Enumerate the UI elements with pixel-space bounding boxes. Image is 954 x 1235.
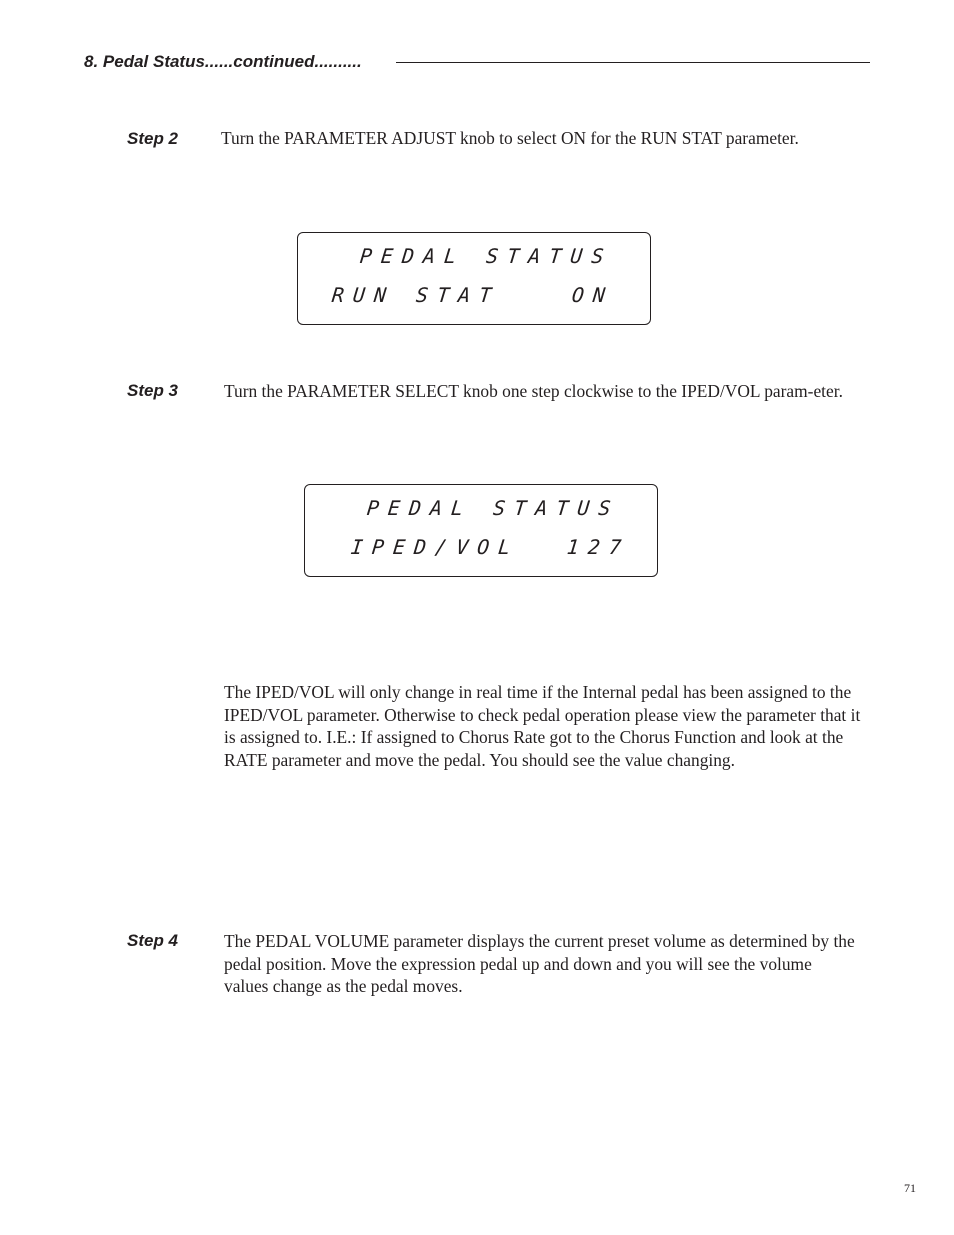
lcd-line-1: PEDAL STATUS (358, 244, 614, 268)
step-2-text: Turn the PARAMETER ADJUST knob to select ON for the RUN STAT parameter. (221, 128, 799, 148)
step-4-text: The PEDAL VOLUME parameter displays the current preset volume as determined by the pedal position. Move the expression pedal up and down and you will see the volume values change as the pedal moves. (224, 931, 855, 997)
header-rule (396, 62, 870, 63)
step-3-text: Turn the PARAMETER SELECT knob one step clockwise to the IPED/VOL param-eter. (224, 381, 843, 401)
lcd-line-2-label: RUN STAT (330, 283, 502, 307)
step-2-label: Step 2 (127, 129, 179, 148)
lcd-display-iped-vol (304, 484, 658, 577)
step-3-label: Step 3 (127, 381, 179, 400)
lcd-line-2-value: ON (570, 283, 616, 307)
lcd-display-run-stat (297, 232, 651, 325)
step-4-label: Step 4 (127, 931, 179, 950)
page-number: 71 (904, 1181, 916, 1195)
note-paragraph: The IPED/VOL will only change in real time if the Internal pedal has been assigned to the IPED/VOL parameter. Otherwise to check pedal operation please view the parameter that it is assigned to. I.E.: If assigned to Chorus Rate got to the Chorus Function and look at the RATE parameter and move the pedal. You should see the value changing. (224, 682, 861, 770)
lcd-line-2-label: IPED/VOL (349, 535, 521, 559)
section-header (84, 50, 870, 76)
lcd-line-1: PEDAL STATUS (365, 496, 621, 520)
section-title: 8. Pedal Status......continued.......... (84, 52, 362, 71)
lcd-line-2-value: 127 (565, 535, 632, 559)
